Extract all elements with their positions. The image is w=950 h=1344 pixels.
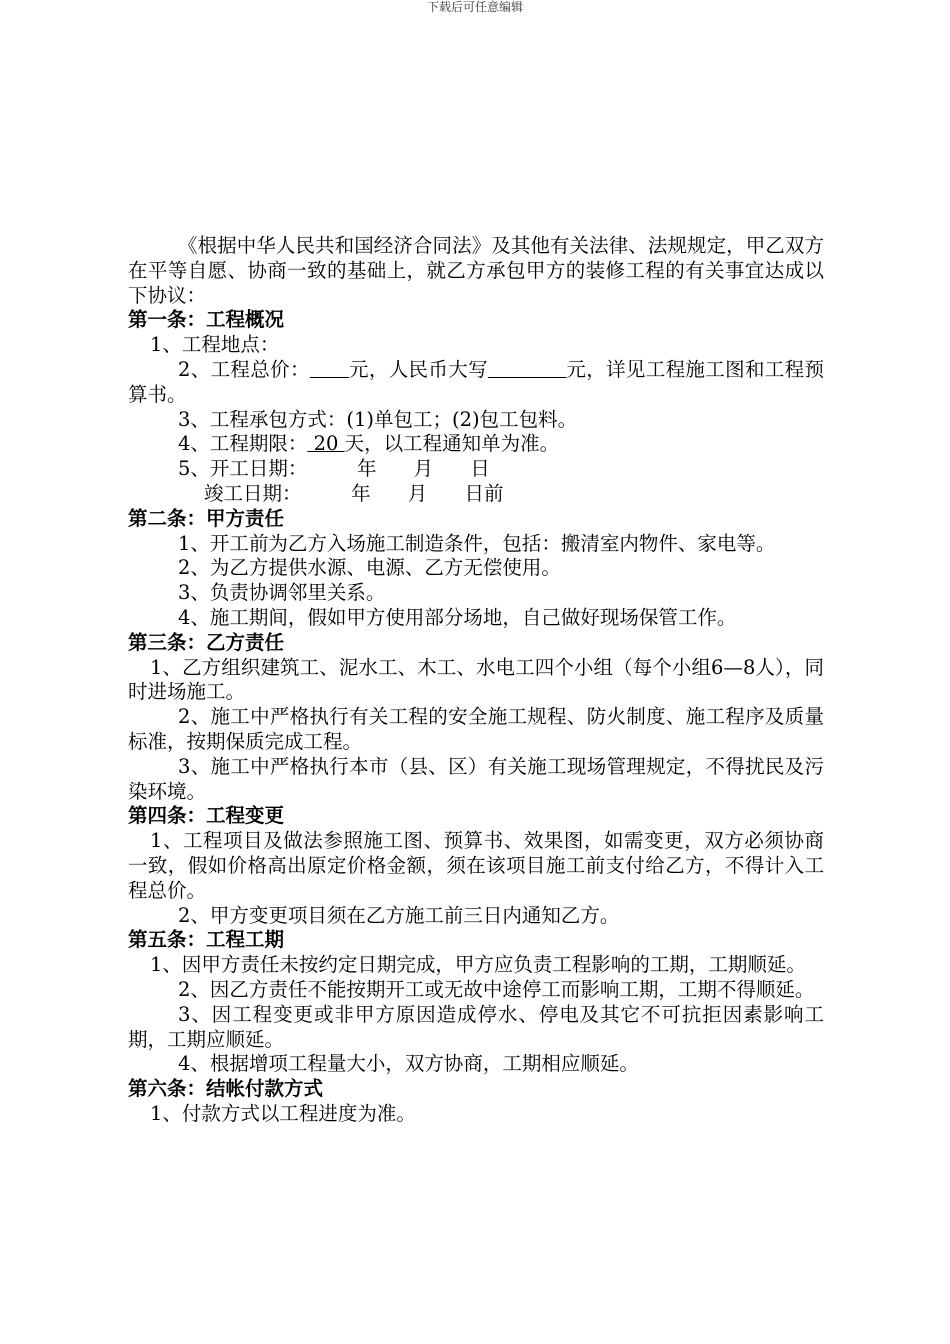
art4-item: 2、甲方变更项目须在乙方施工前三日内通知乙方。 [178, 903, 620, 927]
article-2-title: 第二条：甲方责任 [128, 506, 285, 530]
price-in-words-blank [488, 358, 566, 381]
contract-body [128, 234, 824, 1127]
article-5-title: 第五条：工程工期 [128, 928, 285, 952]
art1-item2: 2、工程总价： 元，人民币大写 元，详见工程施工图和工程预算书。 [128, 357, 824, 406]
duration-days: 20 [307, 432, 345, 456]
art2-item: 3、负责协调邻里关系。 [178, 581, 386, 605]
art2-item: 1、开工前为乙方入场施工制造条件，包括：搬清室内物件、家电等。 [178, 531, 776, 555]
intro-paragraph: 《根据中华人民共和国经济合同法》及其他有关法律、法规规定，甲乙双方在平等自愿、协商一致的基础上，就乙方承包甲方的装修工程的有关事宜达成以下协议： [128, 234, 824, 307]
art2-item: 4、施工期间，假如甲方使用部分场地，自己做好现场保管工作。 [178, 605, 737, 629]
art5-item: 3、因工程变更或非甲方原因造成停水、停电及其它不可抗拒因素影响工期，工期应顺延。 [128, 1002, 824, 1051]
art5-item: 4、根据增项工程量大小，双方协商，工期相应顺延。 [178, 1052, 639, 1076]
art6-item: 1、付款方式以工程进度为准。 [150, 1101, 416, 1125]
art1-item4: 4、工程期限： 20 天，以工程通知单为准。 [178, 432, 560, 456]
art5-item: 2、因乙方责任不能按期开工或无故中途停工而影响工期，工期不得顺延。 [178, 977, 815, 1001]
art1-item5: 5、开工日期： 年 月 日 [178, 457, 490, 481]
art1-item5b: 竣工日期： 年 月 日前 [204, 481, 504, 505]
art2-item: 2、为乙方提供水源、电源、乙方无偿使用。 [178, 556, 561, 580]
header-note: 下载后可任意编辑 [426, 0, 523, 14]
art3-item: 1、乙方组织建筑工、泥水工、木工、水电工四个小组（每个小组6—8人），同时进场施工。 [128, 655, 824, 704]
article-6-title: 第六条：结帐付款方式 [128, 1077, 324, 1101]
art3-item: 2、施工中严格执行有关工程的安全施工规程、防火制度、施工程序及质量标准，按期保质完成工程。 [128, 705, 824, 753]
art1-item3: 3、工程承包方式：(1)单包工；(2)包工包料。 [178, 407, 578, 431]
total-price-blank [310, 358, 349, 381]
article-3-title: 第三条：乙方责任 [128, 630, 285, 654]
art1-item1: 1、工程地点： [150, 333, 280, 357]
art5-item: 1、因甲方责任未按约定日期完成，甲方应负责工程影响的工期，工期顺延。 [150, 953, 806, 977]
art4-item: 1、工程项目及做法参照施工图、预算书、效果图，如需变更，双方必须协商一致，假如价格高出原定价格金额，须在该项目施工前支付给乙方，不得计入工程总价。 [128, 829, 824, 902]
article-1-title: 第一条：工程概况 [128, 308, 285, 332]
art3-item: 3、施工中严格执行本市（县、区）有关施工现场管理规定，不得扰民及污染环境。 [128, 754, 824, 803]
article-4-title: 第四条：工程变更 [128, 804, 285, 828]
